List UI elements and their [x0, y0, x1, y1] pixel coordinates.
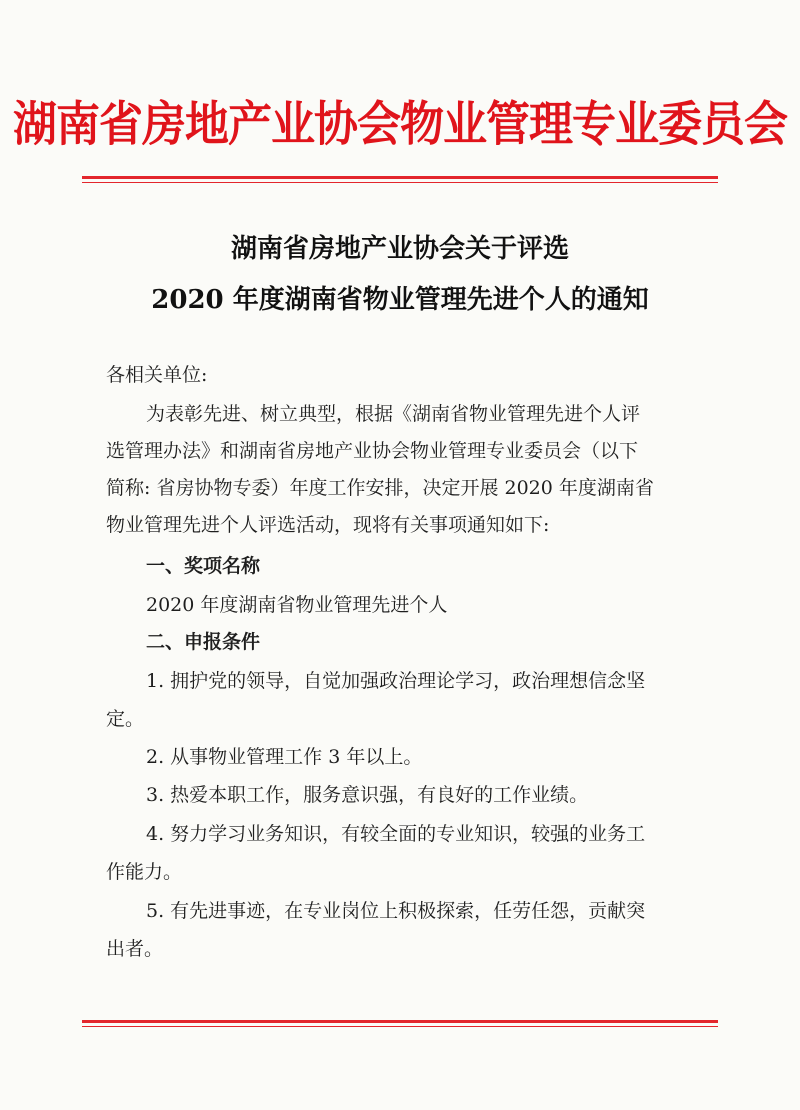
letterhead-rule-thin: [82, 182, 718, 183]
intro-line-4: 物业管理先进个人评选活动，现将有关事项通知如下:: [106, 514, 550, 536]
condition-2: 2. 从事物业管理工作 3 年以上。: [146, 746, 423, 768]
letterhead-title: 湖南省房地产业协会物业管理专业委员会: [13, 97, 787, 153]
award-name-text: 2020 年度湖南省物业管理先进个人: [146, 594, 448, 616]
salutation: 各相关单位:: [106, 364, 208, 386]
section-heading-conditions: 二、申报条件: [146, 631, 261, 653]
letterhead-rule-thick: [82, 176, 718, 179]
condition-1-line-1: 1. 拥护党的领导，自觉加强政治理论学习，政治理想信念坚: [146, 670, 646, 692]
condition-5-line-1: 5. 有先进事迹，在专业岗位上积极探索，任劳任怨，贡献突: [146, 900, 646, 922]
section-heading-award-name: 一、奖项名称: [146, 555, 261, 577]
intro-line-2: 选管理办法》和湖南省房地产业协会物业管理专业委员会（以下: [106, 440, 639, 462]
condition-3: 3. 热爱本职工作，服务意识强，有良好的工作业绩。: [146, 784, 589, 806]
document-title-line-1: 湖南省房地产业协会关于评选: [230, 234, 569, 264]
condition-4-line-1: 4. 努力学习业务知识，有较全面的专业知识，较强的业务工: [146, 823, 646, 845]
intro-line-3: 简称: 省房协物专委）年度工作安排，决定开展 2020 年度湖南省: [106, 477, 654, 499]
condition-5-line-2: 出者。: [106, 938, 164, 960]
condition-1-line-2: 定。: [106, 708, 145, 730]
condition-4-line-2: 作能力。: [106, 861, 183, 883]
document-title-line-2: 2020 年度湖南省物业管理先进个人的通知: [151, 285, 649, 315]
footer-rule-thick: [82, 1020, 718, 1023]
footer-rule-thin: [82, 1026, 718, 1027]
intro-line-1: 为表彰先进、树立典型，根据《湖南省物业管理先进个人评: [146, 403, 641, 425]
